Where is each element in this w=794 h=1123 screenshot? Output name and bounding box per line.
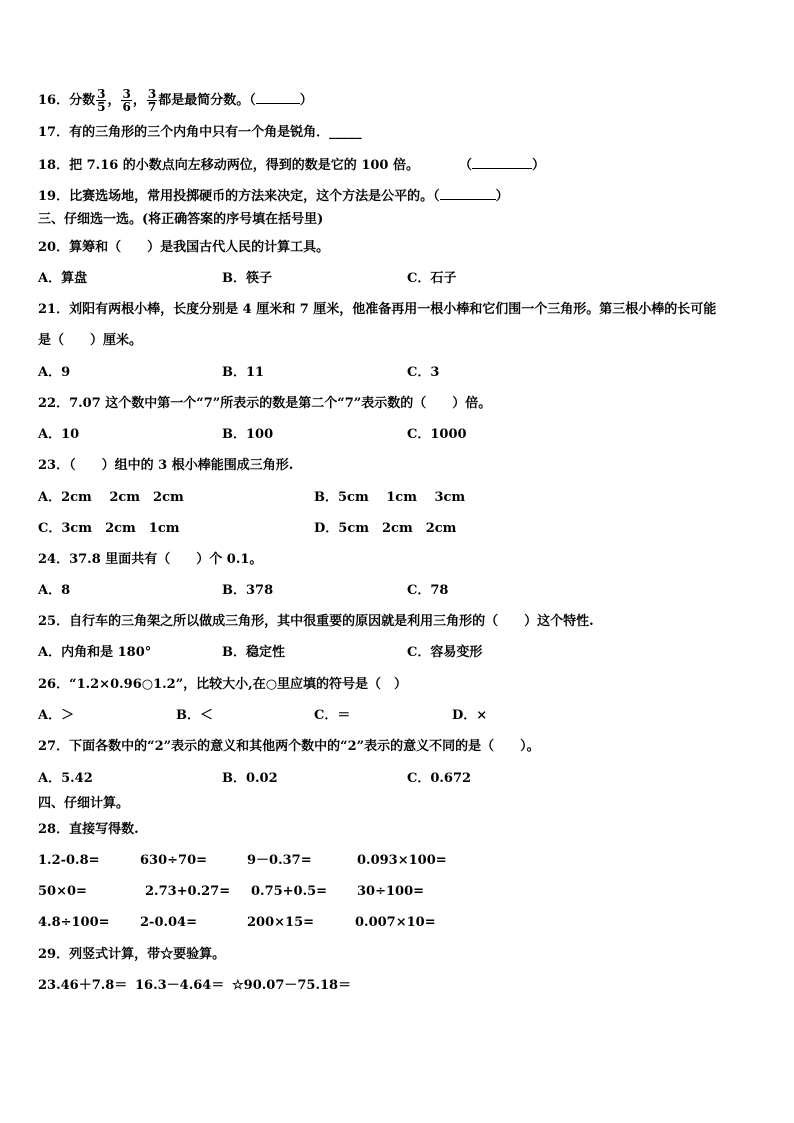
q21-option-b[interactable]: B．11	[222, 365, 265, 380]
fraction-3-6: $\frac{3}{6}$	[122, 87, 131, 114]
q26-option-d[interactable]: D．×	[452, 708, 488, 723]
question-27: 27．下面各数中的“2”表示的意义和其他两个数中的“2”表示的意义不同的是（ ）。	[38, 739, 540, 754]
calc-item: 50×0=	[38, 884, 87, 899]
calc-item: 30÷100=	[357, 884, 425, 899]
answer-blank[interactable]	[472, 156, 532, 169]
fraction-3-7: $\frac{3}{7}$	[147, 87, 157, 114]
q25-option-a[interactable]: A．内角和是 180°	[38, 645, 152, 660]
question-21-line2: 是（ ）厘米。	[38, 333, 143, 348]
fraction-3-5: $\frac{3}{5}$	[97, 87, 106, 114]
q21-option-c[interactable]: C．3	[407, 365, 440, 380]
q23-option-b[interactable]: B．5cm 1cm 3cm	[314, 490, 466, 505]
question-18: 18．把 7.16 的小数点向左移动两位，得到的数是它的 100 倍。 （ ）	[38, 158, 546, 173]
q23-option-a[interactable]: A．2cm 2cm 2cm	[38, 490, 184, 505]
q23-option-c[interactable]: C．3cm 2cm 1cm	[38, 521, 180, 536]
question-19: 19．比赛选场地，常用投掷硬币的方法来决定，这个方法是公平的。（ ）	[38, 189, 509, 204]
calc-item: 1.2-0.8=	[38, 853, 100, 868]
q22-option-c[interactable]: C．1000	[407, 427, 467, 442]
question-23: 23．（ ）组中的 3 根小棒能围成三角形.	[38, 458, 294, 473]
q27-option-a[interactable]: A．5.42	[38, 771, 93, 786]
calc-item: 200×15=	[247, 915, 315, 930]
q27-option-b[interactable]: B．0.02	[222, 771, 278, 786]
calc-item: 9－0.37=	[247, 853, 312, 868]
question-24: 24．37.8 里面共有（ ）个 0.1。	[38, 552, 263, 567]
q20-option-a[interactable]: A．算盘	[38, 271, 88, 286]
question-26: 26．“1.2×0.96○1.2”，比较大小,在○里应填的符号是（ ）	[38, 677, 408, 692]
question-20: 20．算筹和（ ）是我国古代人民的计算工具。	[38, 240, 330, 255]
q24-option-b[interactable]: B．378	[222, 583, 274, 598]
question-22: 22．7.07 这个数中第一个“7”所表示的数是第二个“7”表示数的（ ）倍。	[38, 396, 492, 411]
q27-option-c[interactable]: C．0.672	[407, 771, 472, 786]
answer-blank[interactable]	[256, 91, 300, 104]
vertical-calc-item: 23.46＋7.8＝	[38, 978, 128, 993]
calc-item: 2-0.04=	[140, 915, 197, 930]
section-4-heading: 四、仔细计算。	[38, 796, 130, 811]
q23-option-d[interactable]: D．5cm 2cm 2cm	[314, 521, 457, 536]
q26-option-c[interactable]: C．＝	[314, 708, 351, 723]
calc-item: 2.73+0.27=	[145, 884, 231, 899]
answer-blank[interactable]	[440, 187, 496, 200]
q22-option-a[interactable]: A．10	[38, 427, 80, 442]
section-3-heading: 三、仔细选一选。(将正确答案的序号填在括号里)	[38, 212, 324, 227]
question-25: 25．自行车的三角架之所以做成三角形，其中很重要的原因就是利用三角形的（ ）这个特性.	[38, 614, 594, 629]
q26-option-a[interactable]: A．＞	[38, 708, 75, 723]
calc-item: 630÷70=	[140, 853, 208, 868]
question-16: 16．分数 $\frac{3}{5}$ ， $\frac{3}{6}$ ， $\frac{3}{7}$ 都是最简分数。（ ）	[38, 87, 313, 114]
q21-option-a[interactable]: A．9	[38, 365, 71, 380]
calc-item: 4.8÷100=	[38, 915, 110, 930]
q24-option-c[interactable]: C．78	[407, 583, 449, 598]
q20-option-c[interactable]: C．石子	[407, 271, 457, 286]
question-21-line1: 21．刘阳有两根小棒，长度分别是 4 厘米和 7 厘米，他准备再用一根小棒和它们围一个三角形。第三根小棒的长可能	[38, 302, 717, 317]
calc-item: 0.75+0.5=	[251, 884, 328, 899]
q25-option-b[interactable]: B．稳定性	[222, 645, 285, 660]
q26-option-b[interactable]: B．＜	[176, 708, 213, 723]
question-28: 28．直接写得数.	[38, 822, 139, 837]
calc-item: 0.007×10=	[355, 915, 436, 930]
q20-option-b[interactable]: B．筷子	[222, 271, 272, 286]
q22-option-b[interactable]: B．100	[222, 427, 274, 442]
calc-item: 0.093×100=	[357, 853, 447, 868]
vertical-calc-item: ☆90.07－75.18＝	[232, 978, 352, 993]
vertical-calc-item: 16.3－4.64＝	[135, 978, 225, 993]
q25-option-c[interactable]: C．容易变形	[407, 645, 483, 660]
q24-option-a[interactable]: A．8	[38, 583, 71, 598]
q16-prefix: 16．分数	[38, 93, 96, 108]
q16-suffix: 都是最简分数。（	[158, 93, 256, 108]
question-17: 17．有的三角形的三个内角中只有一个角是锐角．_____	[38, 125, 362, 140]
question-29: 29．列竖式计算，带☆要验算。	[38, 947, 226, 962]
